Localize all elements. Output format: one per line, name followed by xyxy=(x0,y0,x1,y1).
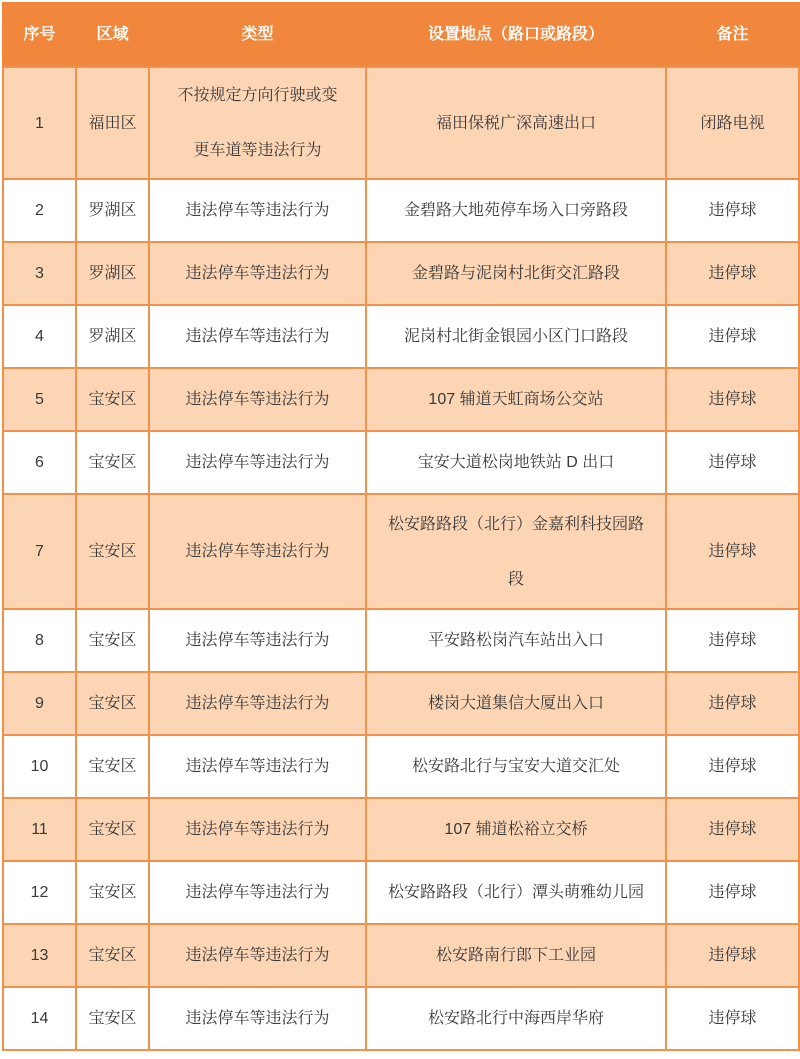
cell-remark: 违停球 xyxy=(666,987,799,1050)
cell-type: 违法停车等违法行为 xyxy=(149,368,366,431)
cell-remark: 违停球 xyxy=(666,242,799,305)
cell-district: 罗湖区 xyxy=(76,179,149,242)
cell-num: 2 xyxy=(3,179,76,242)
cell-remark: 违停球 xyxy=(666,305,799,368)
table-row xyxy=(3,735,799,798)
cell-district: 宝安区 xyxy=(76,368,149,431)
table-row xyxy=(3,67,799,179)
cell-location: 楼岗大道集信大厦出入口 xyxy=(366,672,666,735)
cell-district: 宝安区 xyxy=(76,609,149,672)
cell-remark: 违停球 xyxy=(666,609,799,672)
cell-district: 宝安区 xyxy=(76,494,149,609)
table-row xyxy=(3,609,799,672)
cell-location: 平安路松岗汽车站出入口 xyxy=(366,609,666,672)
cell-num: 8 xyxy=(3,609,76,672)
cell-location: 107 辅道天虹商场公交站 xyxy=(366,368,666,431)
cell-location: 松安路路段（北行）金嘉利科技园路段 xyxy=(366,494,666,609)
cell-type: 违法停车等违法行为 xyxy=(149,494,366,609)
cell-remark: 违停球 xyxy=(666,924,799,987)
cell-location: 松安路南行郎下工业园 xyxy=(366,924,666,987)
cell-num: 11 xyxy=(3,798,76,861)
cell-type: 违法停车等违法行为 xyxy=(149,987,366,1050)
cell-remark: 违停球 xyxy=(666,798,799,861)
header-row xyxy=(3,3,799,67)
column-header-district: 区域 xyxy=(76,3,149,67)
table-row xyxy=(3,987,799,1050)
cell-num: 7 xyxy=(3,494,76,609)
cell-remark: 违停球 xyxy=(666,861,799,924)
cell-num: 4 xyxy=(3,305,76,368)
column-header-type: 类型 xyxy=(149,3,366,67)
cell-type: 违法停车等违法行为 xyxy=(149,861,366,924)
cell-remark: 违停球 xyxy=(666,368,799,431)
cell-location: 松安路北行与宝安大道交汇处 xyxy=(366,735,666,798)
cell-location: 107 辅道松裕立交桥 xyxy=(366,798,666,861)
cell-district: 宝安区 xyxy=(76,735,149,798)
cell-remark: 违停球 xyxy=(666,494,799,609)
cell-remark: 违停球 xyxy=(666,735,799,798)
cell-district: 宝安区 xyxy=(76,672,149,735)
cell-district: 宝安区 xyxy=(76,861,149,924)
column-header-location: 设置地点（路口或路段） xyxy=(366,3,666,67)
cell-num: 5 xyxy=(3,368,76,431)
cell-district: 宝安区 xyxy=(76,431,149,494)
cell-num: 10 xyxy=(3,735,76,798)
cell-type: 违法停车等违法行为 xyxy=(149,609,366,672)
table-row xyxy=(3,305,799,368)
cell-location: 福田保税广深高速出口 xyxy=(366,67,666,179)
table-row xyxy=(3,924,799,987)
cell-type: 违法停车等违法行为 xyxy=(149,242,366,305)
table-row xyxy=(3,861,799,924)
cell-type: 不按规定方向行驶或变更车道等违法行为 xyxy=(149,67,366,179)
cell-num: 6 xyxy=(3,431,76,494)
table-row xyxy=(3,798,799,861)
cell-type: 违法停车等违法行为 xyxy=(149,305,366,368)
cell-remark: 违停球 xyxy=(666,179,799,242)
cell-district: 宝安区 xyxy=(76,987,149,1050)
cell-location: 金碧路与泥岗村北街交汇路段 xyxy=(366,242,666,305)
cell-location: 金碧路大地苑停车场入口旁路段 xyxy=(366,179,666,242)
table-row xyxy=(3,179,799,242)
cell-num: 9 xyxy=(3,672,76,735)
cell-type: 违法停车等违法行为 xyxy=(149,798,366,861)
column-header-remark: 备注 xyxy=(666,3,799,67)
cell-location: 泥岗村北街金银园小区门口路段 xyxy=(366,305,666,368)
cell-remark: 闭路电视 xyxy=(666,67,799,179)
cell-num: 3 xyxy=(3,242,76,305)
cell-location: 松安路路段（北行）潭头萌雅幼儿园 xyxy=(366,861,666,924)
table-row xyxy=(3,242,799,305)
cell-type: 违法停车等违法行为 xyxy=(149,179,366,242)
cell-district: 宝安区 xyxy=(76,798,149,861)
cell-district: 罗湖区 xyxy=(76,305,149,368)
table-row xyxy=(3,431,799,494)
cell-location: 宝安大道松岗地铁站 D 出口 xyxy=(366,431,666,494)
table-row xyxy=(3,494,799,609)
surveillance-locations-table xyxy=(2,2,800,1051)
cell-location: 松安路北行中海西岸华府 xyxy=(366,987,666,1050)
cell-type: 违法停车等违法行为 xyxy=(149,672,366,735)
cell-type: 违法停车等违法行为 xyxy=(149,735,366,798)
cell-district: 罗湖区 xyxy=(76,242,149,305)
table-header xyxy=(3,3,799,67)
cell-remark: 违停球 xyxy=(666,431,799,494)
cell-num: 13 xyxy=(3,924,76,987)
cell-district: 宝安区 xyxy=(76,924,149,987)
table-row xyxy=(3,672,799,735)
cell-num: 12 xyxy=(3,861,76,924)
cell-num: 14 xyxy=(3,987,76,1050)
column-header-num: 序号 xyxy=(3,3,76,67)
cell-num: 1 xyxy=(3,67,76,179)
cell-remark: 违停球 xyxy=(666,672,799,735)
cell-type: 违法停车等违法行为 xyxy=(149,431,366,494)
table-row xyxy=(3,368,799,431)
cell-type: 违法停车等违法行为 xyxy=(149,924,366,987)
cell-district: 福田区 xyxy=(76,67,149,179)
table-body xyxy=(3,67,799,1050)
